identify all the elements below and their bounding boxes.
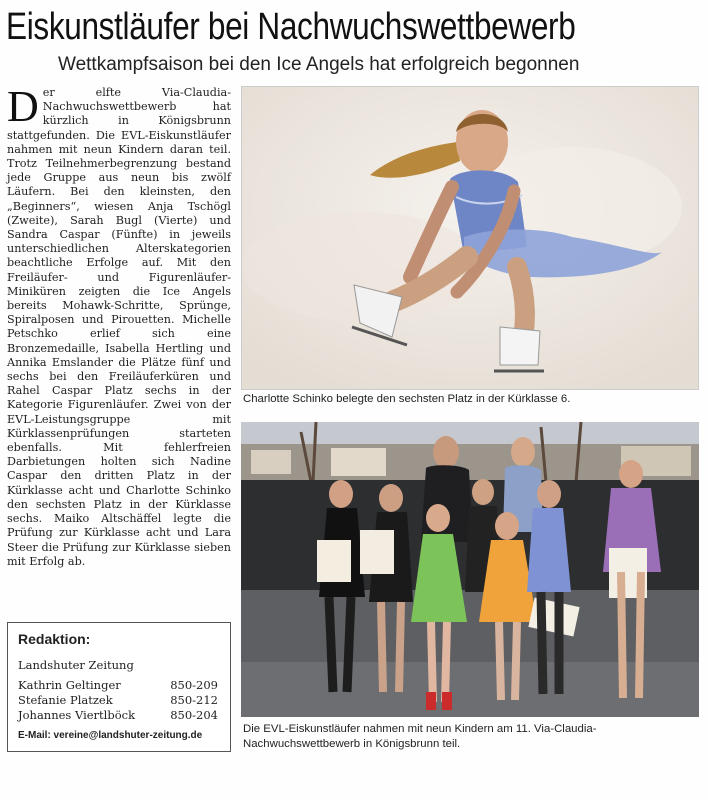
contact-phone: 850-209 bbox=[170, 678, 218, 692]
skater-illustration bbox=[242, 87, 698, 389]
group-photo bbox=[241, 422, 699, 717]
email-link[interactable]: E-Mail: vereine@landshuter-zeitung.de bbox=[18, 730, 203, 741]
photo2-caption: Die EVL-Eiskunstläufer nahmen mit neun Kindern am 11. Via-Claudia-Nachwuchswettbewerb in Königsbrunn teil. bbox=[243, 723, 597, 750]
contact-row bbox=[18, 678, 218, 692]
group-illustration bbox=[241, 422, 699, 717]
redaktion-heading: Redaktion: bbox=[18, 631, 91, 647]
skater-photo bbox=[241, 86, 699, 390]
contact-name: Johannes Viertlböck bbox=[18, 708, 136, 722]
article-text: er elfte Via-Claudia-Nachwuchswettbewerb hat kürzlich in Königsbrunn stattgefunden. Die EVL-Eiskunstläufer nahmen mit neun Kindern daran teil. Trotz Teilnehmerbegrenzung bestand jede Gruppe aus neun bis zwölf Läufern. Bei den kleinsten, den „Beginners“, wiesen Anja Tschögl (Zweite), Sarah Bugl (Vierte) und Sandra Caspar (Fünfte) in jeweils unterschiedlichen Alterskategorien beachtliche Erfolge auf. Mit den Freiläufer- und Figurenläufer-Miniküren zeigten die Ice Angels bereits Mohawk-Schritte, Sprünge, Spiralposen und Pirouetten. Michelle Petschko erlief sich eine Bronzemedaille, Isabella Hertling und Annika Emslander die Plätze fünf und sechs bei den Freiläuferküren und Rahel Caspar Platz sechs in der Kategorie Figurenläufer. Zwei von der EVL-Leistungsgruppe mit Kürklassenprüfungen starteten ebenfalls. Mit fehlerfreien Darbietungen holten sich Nadine Caspar den dritten Platz in der Kürklasse acht und Charlotte Schinko den sechsten Platz in der Kürklasse sechs. Maiko Altschäffel legte die Prüfung zur Kürklasse acht und Lara Steer die Prüfung zur Kürklasse sieben mit Erfolg ab. bbox=[7, 86, 231, 568]
contact-phone: 850-204 bbox=[170, 708, 218, 722]
contact-name: Kathrin Geltinger bbox=[18, 678, 121, 692]
dropcap: D bbox=[7, 82, 39, 131]
photo1-caption: Charlotte Schinko belegte den sechsten Platz in der Kürklasse 6. bbox=[243, 393, 571, 405]
contact-row bbox=[18, 693, 218, 707]
contact-phone: 850-212 bbox=[170, 693, 218, 707]
editorial-contact-box bbox=[7, 622, 231, 752]
newspaper-name: Landshuter Zeitung bbox=[18, 658, 134, 672]
headline: Eiskunstläufer bei Nachwuchswettbewerb bbox=[6, 6, 576, 48]
article-body bbox=[7, 82, 231, 569]
contact-row bbox=[18, 708, 218, 722]
contact-name: Stefanie Platzek bbox=[18, 693, 113, 707]
subheadline: Wettkampfsaison bei den Ice Angels hat erfolgreich begonnen bbox=[58, 54, 580, 75]
